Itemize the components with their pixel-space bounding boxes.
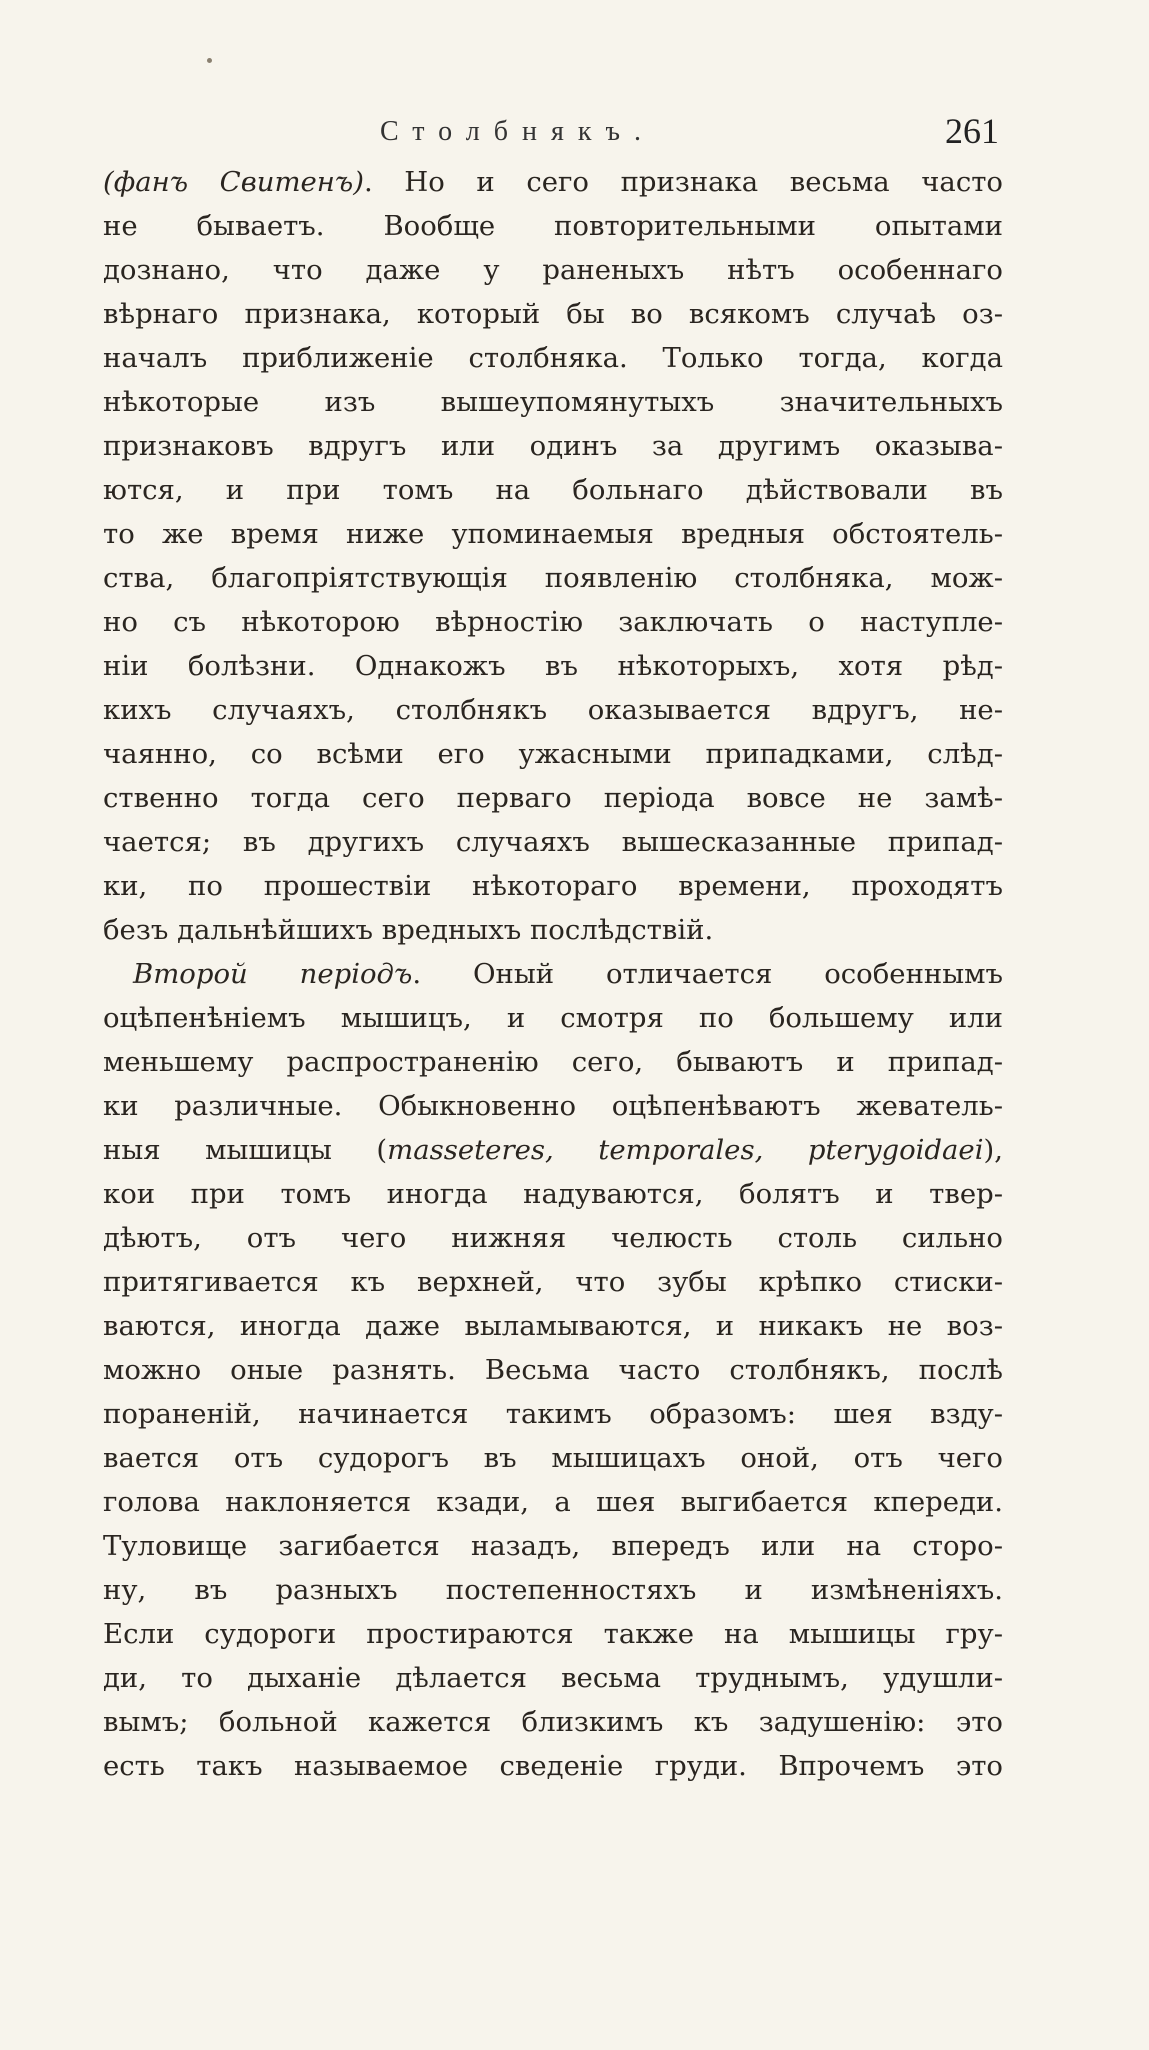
text-fragment: вается отъ судорогъ въ мышицахъ оной, отъ чего (103, 1442, 1003, 1474)
text-line (103, 512, 1003, 556)
text-line (103, 644, 1003, 688)
text-line (103, 204, 1003, 248)
text-fragment: ваются, иногда даже выламываются, и никакъ не воз- (103, 1310, 1003, 1342)
text-fragment: дѣютъ, отъ чего нижняя челюсть столь сильно (103, 1222, 1003, 1254)
text-line (103, 248, 1003, 292)
italic-fragment: Второй періодъ (133, 958, 413, 990)
text-line (103, 732, 1003, 776)
text-fragment: ются, и при томъ на больнаго дѣйствовали въ (103, 474, 1003, 506)
text-fragment: ства, благопріятствующія появленію столбняка, мож- (103, 562, 1003, 594)
text-fragment: ди, то дыханіе дѣлается весьма труднымъ, удушли- (103, 1662, 1003, 1694)
text-fragment: оцѣпенѣніемъ мышицъ, и смотря по большему или (103, 1002, 1003, 1034)
text-line (103, 380, 1003, 424)
text-fragment: ственно тогда сего перваго періода вовсе не замѣ- (103, 782, 1003, 814)
text-line (103, 1700, 1003, 1744)
running-title: Столбнякъ. (380, 116, 655, 147)
text-line (103, 1480, 1003, 1524)
text-fragment: ныя мышицы ( (103, 1134, 388, 1166)
text-line (103, 1568, 1003, 1612)
text-line (103, 336, 1003, 380)
text-line (103, 1040, 1003, 1084)
text-fragment: Туловище загибается назадъ, впередъ или на сторо- (103, 1530, 1003, 1562)
text-line (103, 1656, 1003, 1700)
text-fragment: меньшему распространенію сего, бываютъ и припад- (103, 1046, 1003, 1078)
text-fragment: безъ дальнѣйшихъ вредныхъ послѣдствій. (103, 914, 714, 946)
text-line (103, 820, 1003, 864)
text-line (103, 600, 1003, 644)
text-fragment: пораненій, начинается такимъ образомъ: шея взду- (103, 1398, 1003, 1430)
text-line (103, 1304, 1003, 1348)
text-line (103, 864, 1003, 908)
text-line (103, 468, 1003, 512)
text-line (103, 1172, 1003, 1216)
text-line (103, 1348, 1003, 1392)
text-line (103, 776, 1003, 820)
text-fragment: вѣрнаго признака, который бы во всякомъ случаѣ оз- (103, 298, 1003, 330)
text-line (103, 1128, 1003, 1172)
text-fragment: нѣкоторые изъ вышеупомянутыхъ значительныхъ (103, 386, 1003, 418)
italic-fragment: masseteres, temporales, pterygoidaei (387, 1134, 984, 1166)
text-fragment: ), (983, 1134, 1003, 1166)
text-fragment: признаковъ вдругъ или одинъ за другимъ оказыва- (103, 430, 1003, 462)
text-line (103, 160, 1003, 204)
body-text (103, 160, 1003, 1788)
text-line (103, 1260, 1003, 1304)
text-fragment: не бываетъ. Вообще повторительными опытами (103, 210, 1003, 242)
text-line (103, 1524, 1003, 1568)
text-fragment: . Но и сего признака весьма часто (363, 166, 1003, 198)
text-fragment: чается; въ другихъ случаяхъ вышесказанные припад- (103, 826, 1003, 858)
text-fragment: можно оные разнять. Весьма часто столбнякъ, послѣ (103, 1354, 1003, 1386)
text-line (103, 688, 1003, 732)
text-fragment: притягивается къ верхней, что зубы крѣпко стиски- (103, 1266, 1003, 1298)
page-number: 261 (945, 111, 999, 151)
text-line (103, 556, 1003, 600)
text-fragment: ки, по прошествіи нѣкотораго времени, проходятъ (103, 870, 1003, 902)
text-line (103, 1612, 1003, 1656)
italic-fragment: (фанъ Свитенъ) (103, 166, 364, 198)
text-fragment: кои при томъ иногда надуваются, болятъ и твер- (103, 1178, 1003, 1210)
text-line (103, 292, 1003, 336)
text-fragment: чаянно, со всѣми его ужасными припадками, слѣд- (103, 738, 1003, 770)
text-line (103, 1084, 1003, 1128)
text-line (103, 1392, 1003, 1436)
text-fragment: но съ нѣкоторою вѣрностію заключать о наступле- (103, 606, 1003, 638)
text-line (103, 1216, 1003, 1260)
text-line (103, 952, 1003, 996)
text-fragment: есть такъ называемое сведеніе груди. Впрочемъ это (103, 1750, 1003, 1782)
text-fragment: началъ приближеніе столбняка. Только тогда, когда (103, 342, 1003, 374)
text-fragment: то же время ниже упоминаемыя вредныя обстоятель- (103, 518, 1003, 550)
text-fragment: ну, въ разныхъ постепенностяхъ и измѣненіяхъ. (103, 1574, 1003, 1606)
text-fragment: Если судороги простираются также на мышицы гру- (103, 1618, 1003, 1650)
text-fragment: вымъ; больной кажется близкимъ къ задушенію: это (103, 1706, 1003, 1738)
text-fragment: ки различные. Обыкновенно оцѣпенѣваютъ жеватель- (103, 1090, 1003, 1122)
ink-speck (207, 58, 212, 63)
text-line (103, 424, 1003, 468)
text-fragment: . Оный отличается особеннымъ (412, 958, 1003, 990)
text-fragment: голова наклоняется кзади, а шея выгибается кпереди. (103, 1486, 1003, 1518)
text-line (103, 908, 1003, 952)
text-line (103, 1744, 1003, 1788)
text-line (103, 1436, 1003, 1480)
page-header (0, 110, 1149, 160)
text-line (103, 996, 1003, 1040)
text-fragment: кихъ случаяхъ, столбнякъ оказывается вдругъ, не- (103, 694, 1003, 726)
text-fragment: ніи болѣзни. Однакожъ въ нѣкоторыхъ, хотя рѣд- (103, 650, 1003, 682)
text-fragment: дознано, что даже у раненыхъ нѣтъ особеннаго (103, 254, 1003, 286)
